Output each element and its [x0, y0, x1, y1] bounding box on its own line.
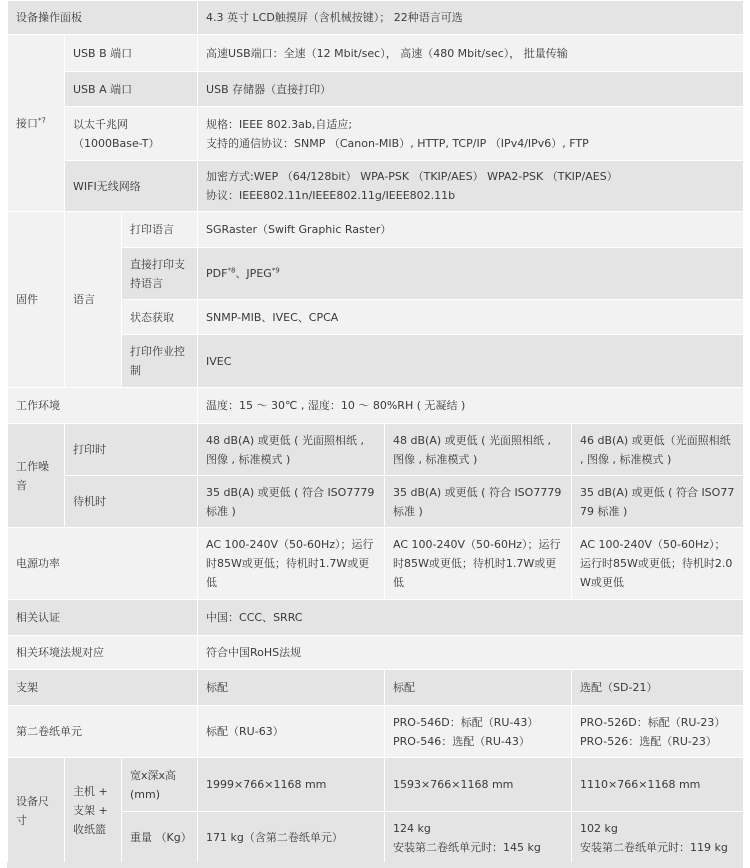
noise-printing-value-2: 48 dB(A) 或更低 ( 光面照相纸 , 图像 , 标准模式 ) [385, 424, 572, 476]
job-control-value: IVEC [198, 335, 744, 388]
stand-value-3: 选配（SD-21） [572, 670, 744, 706]
row-panel [8, 1, 744, 35]
row-usb-a [8, 72, 744, 107]
interface-label: 接口$^{*7}$ [8, 35, 65, 212]
noise-printing-value-1: 48 dB(A) 或更低 ( 光面照相纸 , 图像 , 标准模式 ) [198, 424, 385, 476]
print-language-value: SGRaster（Swift Graphic Raster） [198, 212, 744, 248]
table-bottom-edge [7, 862, 743, 868]
power-value-2: AC 100-240V（50-60Hz）；运行时85W或更低；待机时1.7W或更低 [385, 528, 572, 600]
wifi-value: 加密方式:WEP （64/128bit） WPA-PSK （TKIP/AES） WPA2-PSK （TKIP/AES） 协议：IEEE802.11n/IEEE802.11g/IEEE802.11b [198, 161, 744, 212]
noise-standby-label: 待机时 [65, 476, 198, 528]
weight-value-1: 171 kg（含第二卷纸单元） [198, 812, 385, 864]
usb-a-value: USB 存储器（直接打印） [198, 72, 744, 107]
size-value-1: 1999×766×1168 mm [198, 758, 385, 812]
regulation-label: 相关环境法规对应 [8, 636, 198, 670]
size-value-3: 1110×766×1168 mm [572, 758, 744, 812]
weight-value-2: 124 kg 安装第二卷纸单元时：145 kg [385, 812, 572, 864]
environment-label: 工作环境 [8, 388, 198, 424]
second-roll-label: 第二卷纸单元 [8, 706, 198, 758]
row-ethernet [8, 107, 744, 161]
second-roll-value-1: 标配（RU-63） [198, 706, 385, 758]
row-noise-standby [8, 476, 744, 528]
noise-printing-value-3: 46 dB(A) 或更低（光面照相纸 , 图像 , 标准模式 ) [572, 424, 744, 476]
wifi-label: WIFI无线网络 [65, 161, 198, 212]
noise-label: 工作噪音 [8, 424, 65, 528]
row-dimensions-size [8, 758, 744, 812]
power-value-1: AC 100-240V（50-60Hz）；运行时85W或更低；待机时1.7W或更低 [198, 528, 385, 600]
row-wifi [8, 161, 744, 212]
noise-standby-value-3: 35 dB(A) 或更低 ( 符合 ISO7779 标准 ) [572, 476, 744, 528]
usb-b-value: 高速USB端口：全速（12 Mbit/sec）， 高速（480 Mbit/sec）， 批量传输 [198, 35, 744, 72]
regulation-value: 符合中国RoHS法规 [198, 636, 744, 670]
row-certification [8, 600, 744, 636]
weight-value-3: 102 kg 安装第二卷纸单元时：119 kg [572, 812, 744, 864]
weight-label: 重量 （Kg） [122, 812, 198, 864]
size-value-2: 1593×766×1168 mm [385, 758, 572, 812]
dimensions-label: 设备尺寸 [8, 758, 65, 864]
job-control-label: 打印作业控制 [122, 335, 198, 388]
status-label: 状态获取 [122, 300, 198, 335]
usb-a-label: USB A 端口 [65, 72, 198, 107]
firmware-label: 固件 [8, 212, 65, 388]
row-stand [8, 670, 744, 706]
usb-b-label: USB B 端口 [65, 35, 198, 72]
stand-label: 支架 [8, 670, 198, 706]
environment-value: 温度：15 ～ 30℃ , 湿度：10 ～ 80%RH ( 无凝结 ) [198, 388, 744, 424]
power-value-3: AC 100-240V（50-60Hz）；运行时85W或更低；待机时2.0W或更低 [572, 528, 744, 600]
ethernet-value: 规格：IEEE 802.3ab,自适应; 支持的通信协议：SNMP （Canon-MIB）, HTTP, TCP/IP （IPv4/IPv6）, FTP [198, 107, 744, 161]
certification-label: 相关认证 [8, 600, 198, 636]
row-usb-b [8, 35, 744, 72]
certification-value: 中国：CCC、SRRC [198, 600, 744, 636]
noise-standby-value-1: 35 dB(A) 或更低 ( 符合 ISO7779 标准 ) [198, 476, 385, 528]
spec-table [7, 0, 744, 864]
row-regulation [8, 636, 744, 670]
second-roll-value-3: PRO-526D：标配（RU-23） PRO-526：选配（RU-23） [572, 706, 744, 758]
print-language-label: 打印语言 [122, 212, 198, 248]
language-label: 语言 [65, 212, 122, 388]
panel-label: 设备操作面板 [8, 1, 198, 35]
noise-standby-value-2: 35 dB(A) 或更低 ( 符合 ISO7779 标准 ) [385, 476, 572, 528]
row-environment [8, 388, 744, 424]
stand-value-1: 标配 [198, 670, 385, 706]
stand-value-2: 标配 [385, 670, 572, 706]
row-print-language [8, 212, 744, 248]
second-roll-value-2: PRO-546D：标配（RU-43） PRO-546：选配（RU-43） [385, 706, 572, 758]
row-power [8, 528, 744, 600]
row-noise-printing [8, 424, 744, 476]
size-label: 宽x深x高 (mm) [122, 758, 198, 812]
power-label: 电源功率 [8, 528, 198, 600]
row-second-roll [8, 706, 744, 758]
direct-print-label: 直接打印支持语言 [122, 248, 198, 300]
noise-printing-label: 打印时 [65, 424, 198, 476]
dimensions-sub-label: 主机 + 支架 + 收纸篮 [65, 758, 122, 864]
status-value: SNMP-MIB、IVEC、CPCA [198, 300, 744, 335]
direct-print-value: PDF$^{*8}$、JPEG$^{*9}$ [198, 248, 744, 300]
ethernet-label: 以太千兆网 （1000Base-T） [65, 107, 198, 161]
panel-value: 4.3 英寸 LCD触摸屏（含机械按键）； 22种语言可选 [198, 1, 744, 35]
